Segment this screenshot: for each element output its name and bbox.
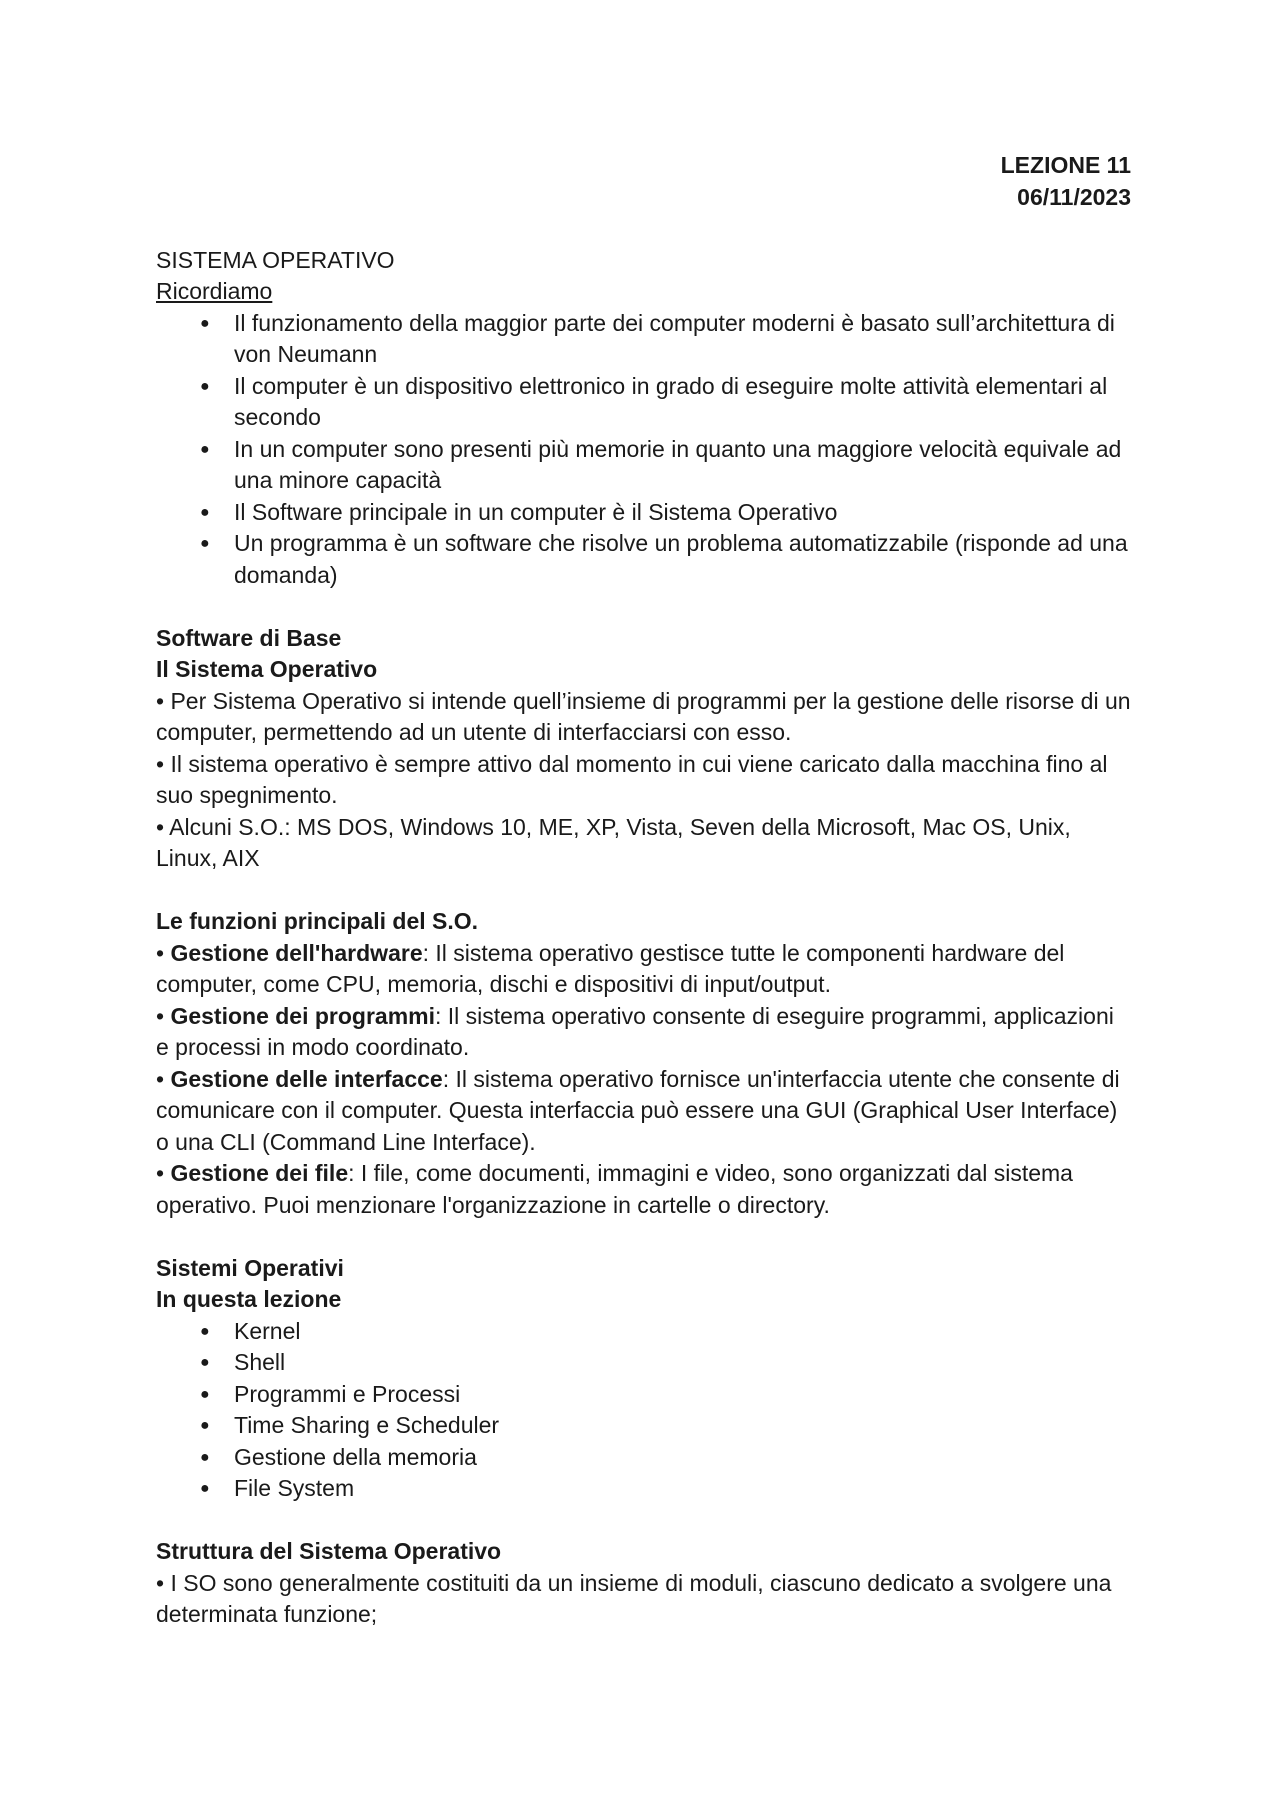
recap-heading: Ricordiamo (156, 278, 273, 304)
list-item: ● Gestione della memoria (200, 1442, 1131, 1474)
list-item: ● Time Sharing e Scheduler (200, 1410, 1131, 1442)
list-item: ● Il funzionamento della maggior parte dei computer moderni è basato sull’architettura di von Neumann (200, 308, 1131, 371)
list-item: ● Programmi e Processi (200, 1379, 1131, 1411)
list-item: ● Il Software principale in un computer è il Sistema Operativo (200, 497, 1131, 529)
document-page (156, 150, 1131, 1631)
list-item: ● Il computer è un dispositivo elettronico in grado di eseguire molte attività elementari al secondo (200, 371, 1131, 434)
paragraph: • I SO sono generalmente costituiti da un insieme di moduli, ciascuno dedicato a svolgere una determinata funzione; (156, 1569, 1112, 1627)
paragraph: • Per Sistema Operativo si intende quell’insieme di programmi per la gestione delle risorse di un computer, permettendo ad un utente di interfacciarsi con esso. (156, 687, 1131, 745)
function-item (156, 1001, 1131, 1064)
list-item: ● Shell (200, 1347, 1131, 1379)
list-item: ● In un computer sono presenti più memorie in quanto una maggiore velocità equivale ad una minore capacità (200, 434, 1131, 497)
function-text: : Il sistema operativo fornisce un'interfaccia utente che consente di comunicare con il computer. Questa interfaccia può essere una GUI (Graphical User Interface) o una CLI (Command Line Interface). (156, 1065, 1120, 1155)
function-text: : Il sistema operativo consente di eseguire programmi, applicazioni e processi in modo coordinato. (156, 1002, 1114, 1060)
lesson-topics-list (156, 1316, 1131, 1505)
list-item: ● File System (200, 1473, 1131, 1505)
function-term: Gestione dell'hardware (170, 939, 423, 966)
bullet: • (156, 1065, 171, 1092)
function-item (156, 1158, 1131, 1221)
recap-list (156, 308, 1131, 592)
section-heading-structure: Struttura del Sistema Operativo (156, 1538, 502, 1564)
paragraph: • Alcuni S.O.: MS DOS, Windows 10, ME, XP, Vista, Seven della Microsoft, Mac OS, Unix, Linux, AIX (156, 813, 1071, 871)
function-text: : Il sistema operativo gestisce tutte le componenti hardware del computer, come CPU, memoria, dischi e dispositivi di input/output. (156, 939, 1065, 997)
list-item: ● Un programma è un software che risolve un problema automatizzabile (risponde ad una domanda) (200, 528, 1131, 591)
section-heading-base-software: Software di Base (156, 624, 342, 651)
section-subheading-lesson: In questa lezione (156, 1286, 342, 1312)
lesson-header (156, 150, 1131, 213)
function-term: Gestione dei programmi (170, 1002, 436, 1029)
function-text: : I file, come documenti, immagini e video, sono organizzati dal sistema operativo. Puoi menzionare l'organizzazione in cartelle o directory. (156, 1160, 1073, 1218)
paragraph: • Il sistema operativo è sempre attivo dal momento in cui viene caricato dalla macchina fino al suo spegnimento. (156, 750, 1108, 808)
function-term: Gestione dei file (170, 1160, 349, 1186)
section-heading-os: Sistemi Operativi (156, 1254, 344, 1281)
function-term: Gestione delle interfacce (170, 1065, 443, 1092)
lesson-number: LEZIONE 11 (1000, 152, 1131, 178)
document-title: SISTEMA OPERATIVO (156, 246, 395, 273)
section-heading-functions: Le funzioni principali del S.O. (156, 908, 479, 934)
bullet: • (156, 939, 171, 966)
function-item (156, 938, 1131, 1001)
section-subheading-os: Il Sistema Operativo (156, 656, 378, 682)
function-item (156, 1064, 1131, 1159)
bullet: • (156, 1002, 171, 1029)
lesson-date: 06/11/2023 (1017, 183, 1131, 210)
list-item: ● Kernel (200, 1316, 1131, 1348)
bullet: • (156, 1160, 171, 1186)
